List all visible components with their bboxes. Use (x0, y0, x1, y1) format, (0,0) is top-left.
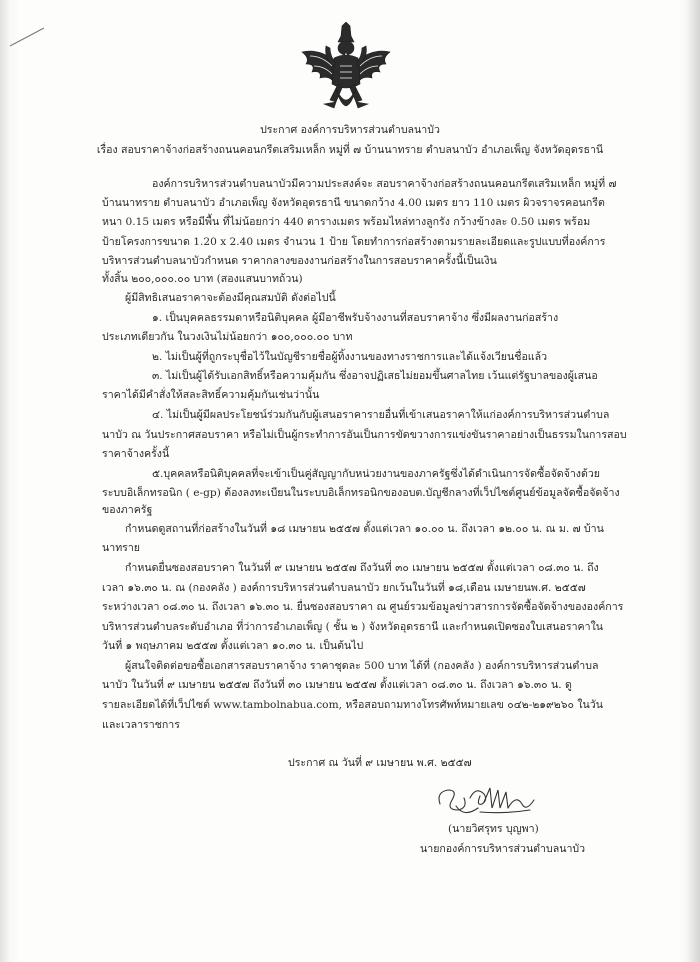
garuda-emblem-icon (296, 22, 396, 118)
scan-stroke-mark (8, 24, 48, 48)
body-line: วันที่ ๑ พฤษภาคม ๒๕๕๗ ตั้งแต่เวลา ๑๐.๓๐ น. เป็นต้นไป (102, 640, 364, 652)
announcement-title: ประกาศ องค์การบริหารส่วนตำบลนาบัว (260, 124, 440, 136)
body-line: รายละเอียดได้ที่เว็ปไซต์ www.tambolnabua.com, หรือสอบถามทางโทรศัพท์หมายเลข ๐๔๒-๒๑๙๒๖๐ ในวัน (102, 699, 603, 711)
body-line: ทั้งสิ้น ๒๐๐,๐๐๐.๐๐ บาท (สองแสนบาทถ้วน) (102, 273, 303, 285)
body-line: ๓. ไม่เป็นผู้ได้รับเอกสิทธิ์หรือความคุ้มกัน ซึ่งอาจปฏิเสธไม่ยอมขึ้นศาลไทย เว้นแต่รัฐบาลของผู้เสนอ (152, 370, 598, 382)
announced-date: ประกาศ ณ วันที่ ๙ เมษายน พ.ศ. ๒๕๕๗ (288, 757, 472, 769)
body-line: ๑. เป็นบุคคลธรรมดาหรือนิติบุคคล ผู้มีอาชีพรับจ้างงานที่สอบราคาจ้าง ซึ่งมีผลงานก่อสร้าง (152, 312, 559, 324)
body-line: นาทราย (102, 542, 141, 554)
signer-position: นายกองค์การบริหารส่วนตำบลนาบัว (420, 843, 586, 855)
body-line: กำหนดดูสถานที่ก่อสร้างในวันที่ ๑๘ เมษายน ๒๕๕๗ ตั้งแต่เวลา ๑๐.๐๐ น. ถึงเวลา ๑๒.๐๐ น. ณ ม. ๗ บ้าน (125, 523, 604, 535)
body-line: ผู้มีสิทธิเสนอราคาจะต้องมีคุณสมบัติ ดังต่อไปนี้ (125, 292, 336, 304)
signer-name: (นายวิศรุทร บุญพา) (448, 823, 539, 835)
body-line: ผู้สนใจติดต่อขอซื้อเอกสารสอบราคาจ้าง ราคาชุดละ 500 บาท ได้ที่ (กองคลัง ) องค์การบริหารส่วนตำบล (125, 660, 599, 672)
body-line: บ้านนาทราย ตำบลนาบัว อำเภอเพ็ญ จังหวัดอุดรธานี ขนาดกว้าง 4.00 เมตร ยาว 110 เมตร ผิวจราจรคอนกรีต (102, 197, 605, 209)
body-line: ระหว่างเวลา ๐๘.๓๐ น. ถึงเวลา ๑๖.๓๐ น. ยื่นซองสอบราคา ณ ศูนย์รวมข้อมูลข่าวสารการจัดซื้อจัดจ้างขององค์การ (102, 601, 624, 613)
body-line: ของภาครัฐ (102, 504, 153, 516)
body-line: เวลา ๑๖.๓๐ น. ณ (กองคลัง ) องค์การบริหารส่วนตำบลนาบัว ยกเว้นในวันที่ ๑๘,เดือน เมษายนพ.ศ. ๒๕๕๗ (102, 582, 586, 594)
body-line: ระบบอิเล็กทรอนิก ( e-gp) ต้องลงทะเบียนในระบบอิเล็กทรอนิกของอบต.บัญชีกลางที่เว็ปไซต์ศูนย์ข้อมูลจัดซื้อจัดจ้าง (102, 487, 620, 499)
body-line: ๔. ไม่เป็นผู้มีผลประโยชน์ร่วมกันกับผู้เสนอราคารายอื่นที่เข้าเสนอราคาให้แก่องค์การบริหารส่วนตำบล (152, 409, 610, 421)
body-line: บริหารส่วนตำบลนาบัวกำหนด ราคากลางของงานก่อสร้างในการสอบราคาครั้งนี้เป็นเงิน (102, 255, 497, 267)
body-line: องค์การบริหารส่วนตำบลนาบัวมีความประสงค์จะ สอบราคาจ้างก่อสร้างถนนคอนกรีตเสริมเหล็ก หมู่ที่ ๗ (152, 178, 617, 190)
body-line: ๒. ไม่เป็นผู้ที่ถูกระบุชื่อไว้ในบัญชีรายชื่อผู้ทิ้งงานของทางราชการและได้แจ้งเวียนชื่อแล้ว (152, 351, 548, 363)
body-line: บริหารส่วนตำบลระดับอำเภอ ที่ว่าการอำเภอเพ็ญ ( ชั้น ๒ ) จังหวัดอุดรธานี และกำหนดเปิดซองใบเสนอราคาใน (102, 621, 603, 633)
body-line: ประเภทเดียวกัน ในวงเงินไม่น้อยกว่า ๑๐๐,๐๐๐.๐๐ บาท (102, 331, 353, 343)
body-line: ราคาจ้างครั้งนี้ (102, 448, 170, 460)
body-line: หนา 0.15 เมตร หรือมีพื้น ที่ไม่น้อยกว่า 440 ตารางเมตร พร้อมไหล่ทางลูกรัง กว้างข้างละ 0.50 เมตร พร้อม (102, 216, 591, 228)
announcement-subject: เรื่อง สอบราคาจ้างก่อสร้างถนนคอนกรีตเสริมเหล็ก หมู่ที่ ๗ บ้านนาทราย ตำบลนาบัว อำเภอเพ็ญ จังหวัดอุดรธานี (96, 144, 604, 156)
signature-icon (434, 784, 544, 820)
body-line: นาบัว ในวันที่ ๙ เมษายน ๒๕๕๗ ถึงวันที่ ๓๐ เมษายน ๒๕๕๗ ตั้งแต่เวลา ๐๘.๓๐ น. ถึงเวลา ๑๖.๓๐ น. ดู (102, 679, 572, 691)
body-line: นาบัว ณ วันประกาศสอบราคา หรือไม่เป็นผู้กระทำการอันเป็นการขัดขวางการแข่งขันราคาอย่างเป็นธรรมในการสอบ (102, 429, 627, 441)
body-line: และเวลาราชการ (102, 719, 180, 731)
body-line: กำหนดยื่นซองสอบราคา ในวันที่ ๙ เมษายน ๒๕๕๗ ถึงวันที่ ๓๐ เมษายน ๒๕๕๗ ตั้งแต่เวลา ๐๘.๓๐ น. ถึง (125, 562, 599, 574)
body-line: ๕.บุคคลหรือนิติบุคคลที่จะเข้าเป็นคู่สัญญากับหน่วยงานของภาครัฐซึ่งได้ดำเนินการจัดซื้อจัดจ้างด้วย (152, 468, 601, 480)
body-line: ป้ายโครงการขนาด 1.20 x 2.40 เมตร จำนวน 1 ป้าย โดยทำการก่อสร้างตามรายละเอียดและรูปแบบที่องค์การ (102, 236, 606, 248)
body-line: ราคาได้มีคำสั่งให้สละสิทธิ์ความคุ้มกันเช่นว่านั้น (102, 389, 320, 401)
